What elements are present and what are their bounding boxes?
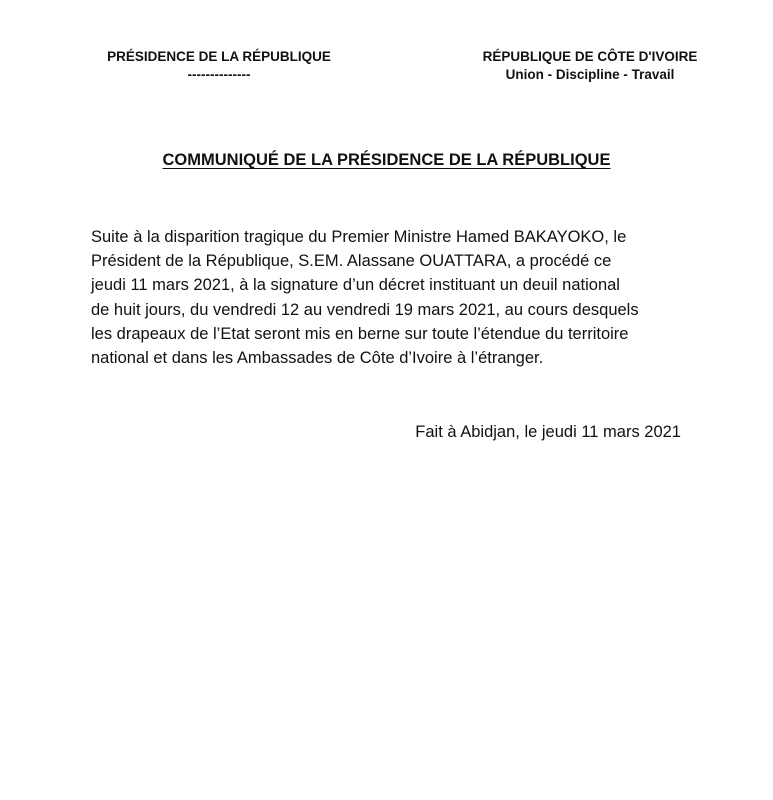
issuer-header <box>96 48 342 84</box>
communique-title-container <box>0 149 773 171</box>
body-line: Président de la République, S.EM. Alassane OUATTARA, a procédé ce <box>91 252 612 271</box>
body-line: national et dans les Ambassades de Côte d’Ivoire à l’étranger. <box>91 349 544 368</box>
issuer-separator: -------------- <box>187 67 251 82</box>
country-header <box>470 48 710 84</box>
body-line: les drapeaux de l’Etat seront mis en berne sur toute l’étendue du territoire <box>91 324 629 343</box>
issuer-title: PRÉSIDENCE DE LA RÉPUBLIQUE <box>107 49 331 64</box>
body-line: de huit jours, du vendredi 12 au vendredi 19 mars 2021, au cours desquels <box>91 300 639 319</box>
communique-title: COMMUNIQUÉ DE LA PRÉSIDENCE DE LA RÉPUBLIQUE <box>162 151 611 169</box>
signoff-place-date: Fait à Abidjan, le jeudi 11 mars 2021 <box>415 423 681 441</box>
country-title: RÉPUBLIQUE DE CÔTE D'IVOIRE <box>482 49 698 64</box>
body-line: jeudi 11 mars 2021, à la signature d’un décret instituant un deuil national <box>91 276 620 295</box>
national-motto: Union - Discipline - Travail <box>505 67 675 82</box>
body-line: Suite à la disparition tragique du Premier Ministre Hamed BAKAYOKO, le <box>91 228 627 246</box>
communique-body <box>91 225 681 370</box>
